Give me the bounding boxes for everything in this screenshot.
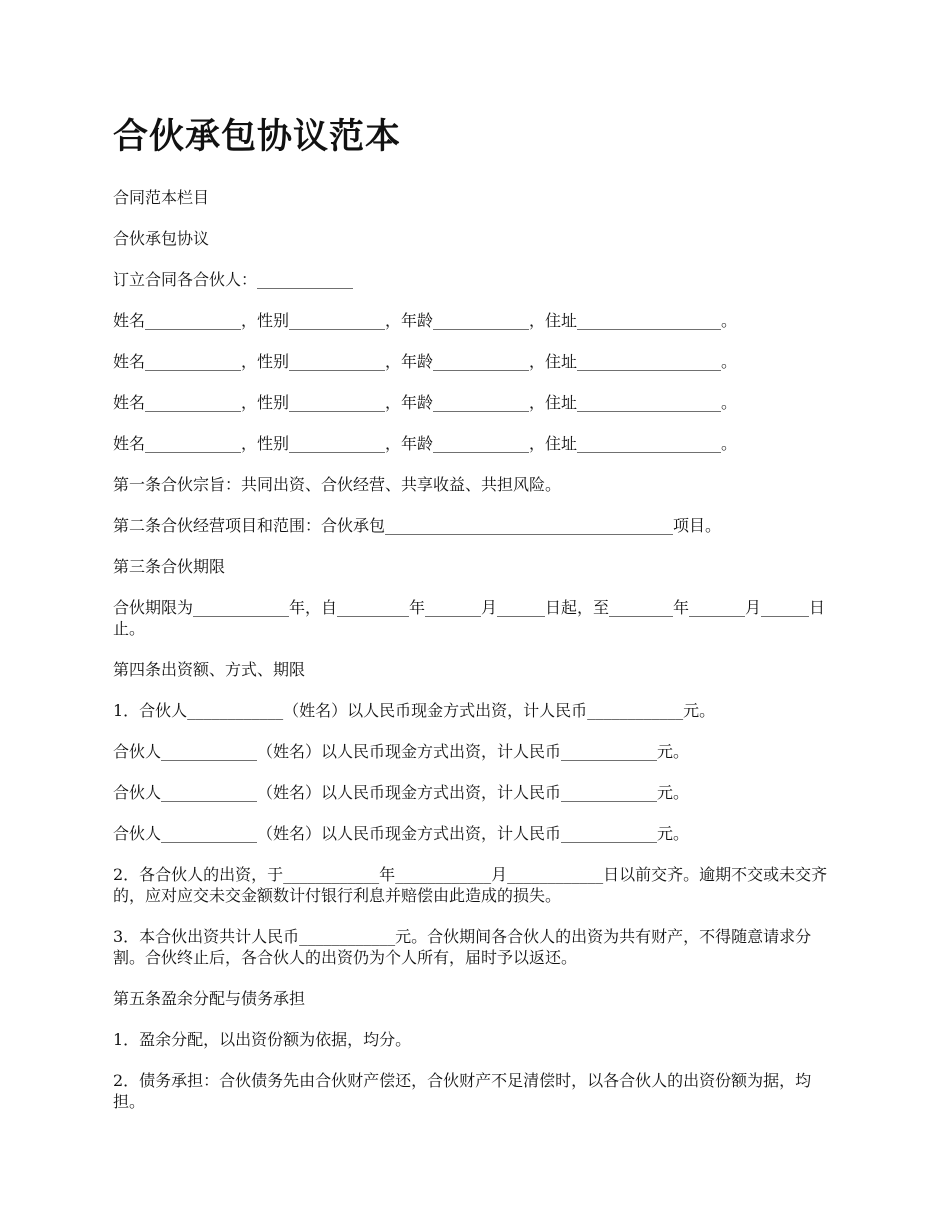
article-3-term: 合伙期限为____________年，自_________年_______月______日起，至________年_______月______日止。 <box>113 598 826 638</box>
contract-name: 合伙承包协议 <box>113 229 210 248</box>
article-4-heading: 第四条出资额、方式、期限 <box>113 660 306 679</box>
partner-info-line-1: 姓名____________，性别____________，年龄____________，住址__________________。 <box>113 311 738 330</box>
section-label: 合同范本栏目 <box>113 188 210 207</box>
partners-line: 订立合同各合伙人：____________ <box>113 270 354 289</box>
partner-info-line-4: 姓名____________，性别____________，年龄____________，住址__________________。 <box>113 434 738 453</box>
document-title: 合伙承包协议范本 <box>113 116 402 157</box>
contribution-line-1: 1．合伙人____________（姓名）以人民币现金方式出资，计人民币____________元。 <box>113 701 716 720</box>
article-2: 第二条合伙经营项目和范围：合伙承包____________________________________项目。 <box>113 516 722 535</box>
contribution-line-3: 合伙人____________（姓名）以人民币现金方式出资，计人民币____________元。 <box>113 783 690 802</box>
partner-info-line-3: 姓名____________，性别____________，年龄____________，住址__________________。 <box>113 393 738 412</box>
contribution-line-4: 合伙人____________（姓名）以人民币现金方式出资，计人民币____________元。 <box>113 824 690 843</box>
profit-distribution: 1．盈余分配，以出资份额为依据，均分。 <box>113 1030 412 1049</box>
contribution-line-2: 合伙人____________（姓名）以人民币现金方式出资，计人民币____________元。 <box>113 742 690 761</box>
article-3-heading: 第三条合伙期限 <box>113 557 226 576</box>
article-1: 第一条合伙宗旨：共同出资、合伙经营、共享收益、共担风险。 <box>113 475 562 494</box>
article-5-heading: 第五条盈余分配与债务承担 <box>113 989 306 1008</box>
partner-info-line-2: 姓名____________，性别____________，年龄____________，住址__________________。 <box>113 352 738 371</box>
contribution-total: 3．本合伙出资共计人民币____________元。合伙期间各合伙人的出资为共有财产，不得随意请求分割。合伙终止后，各合伙人的出资仍为个人所有，届时予以返还。 <box>113 927 812 967</box>
contribution-deadline: 2．各合伙人的出资，于____________年____________月____________日以前交齐。逾期不交或未交齐的，应对应交未交金额数计付银行利息并赔偿由此造成的损失。 <box>113 865 828 905</box>
debt-responsibility: 2．债务承担：合伙债务先由合伙财产偿还，合伙财产不足清偿时，以各合伙人的出资份额为据，均担。 <box>113 1071 812 1111</box>
document-page <box>113 112 838 1132</box>
